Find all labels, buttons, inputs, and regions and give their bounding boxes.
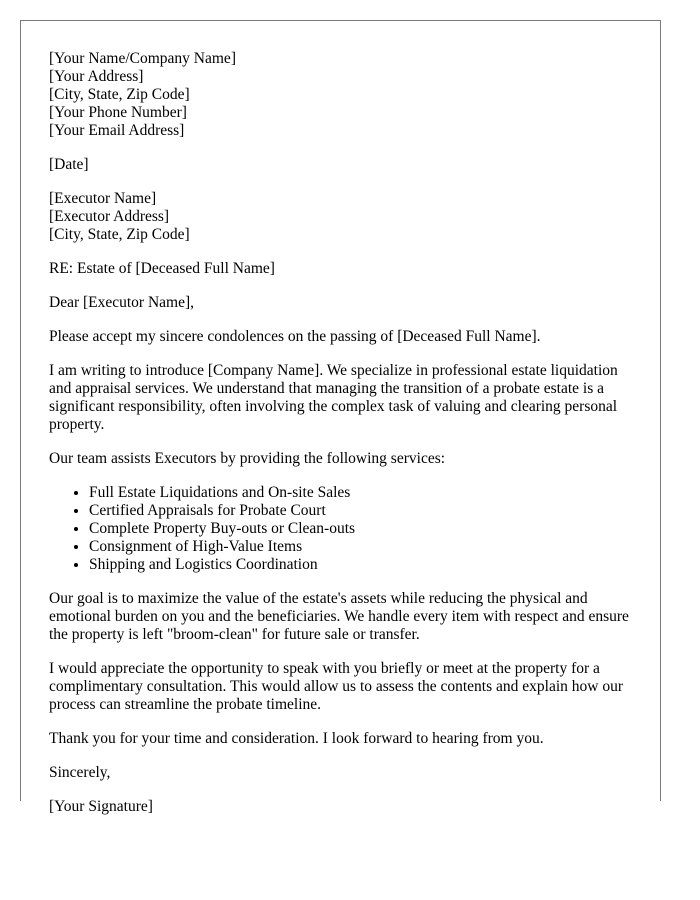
services-list: [49, 484, 639, 574]
closing: Sincerely,: [49, 764, 111, 781]
paragraph-condolence: Please accept my sincere condolences on the passing of [Deceased Full Name].: [49, 328, 541, 345]
recipient-address: [Executor Address]: [49, 208, 170, 225]
sender-name: [Your Name/Company Name]: [49, 50, 236, 67]
sender-phone: [Your Phone Number]: [49, 104, 187, 121]
list-item: • Full Estate Liquidations and On-site Sales: [89, 484, 639, 502]
sender-email: [Your Email Address]: [49, 122, 185, 139]
paragraph-request: I would appreciate the opportunity to speak with you briefly or meet at the property for a complimentary consultation. This would allow us to assess the contents and explain how our process can streamline the probate timeline.: [49, 660, 623, 713]
letter-date: [Date]: [49, 156, 89, 173]
paragraph-goal: Our goal is to maximize the value of the estate's assets while reducing the physical and emotional burden on you and the beneficiaries. We handle every item with respect and ensure the property is left "broom-clean" for future sale or transfer.: [49, 590, 629, 643]
sender-address: [Your Address]: [49, 68, 144, 85]
recipient-block: [49, 190, 639, 244]
list-item: • Certified Appraisals for Probate Court: [89, 502, 639, 520]
letter-body: [49, 50, 639, 832]
list-item: • Complete Property Buy-outs or Clean-outs: [89, 520, 639, 538]
paragraph-intro: I am writing to introduce [Company Name]. We specialize in professional estate liquidation and appraisal services. We understand that managing the transition of a probate estate is a significant responsibility, often involving the complex task of valuing and clearing personal property.: [49, 362, 618, 433]
recipient-name: [Executor Name]: [49, 190, 157, 207]
recipient-city-state-zip: [City, State, Zip Code]: [49, 226, 190, 243]
signature: [Your Signature]: [49, 798, 153, 815]
paragraph-thanks: Thank you for your time and consideration. I look forward to hearing from you.: [49, 730, 544, 747]
list-item: • Shipping and Logistics Coordination: [89, 556, 639, 574]
sender-city-state-zip: [City, State, Zip Code]: [49, 86, 190, 103]
subject-line: RE: Estate of [Deceased Full Name]: [49, 260, 275, 277]
letter-page: [20, 20, 661, 815]
sender-block: [49, 50, 639, 140]
paragraph-services-intro: Our team assists Executors by providing the following services:: [49, 450, 446, 467]
list-item: • Consignment of High-Value Items: [89, 538, 639, 556]
salutation: Dear [Executor Name],: [49, 294, 195, 311]
